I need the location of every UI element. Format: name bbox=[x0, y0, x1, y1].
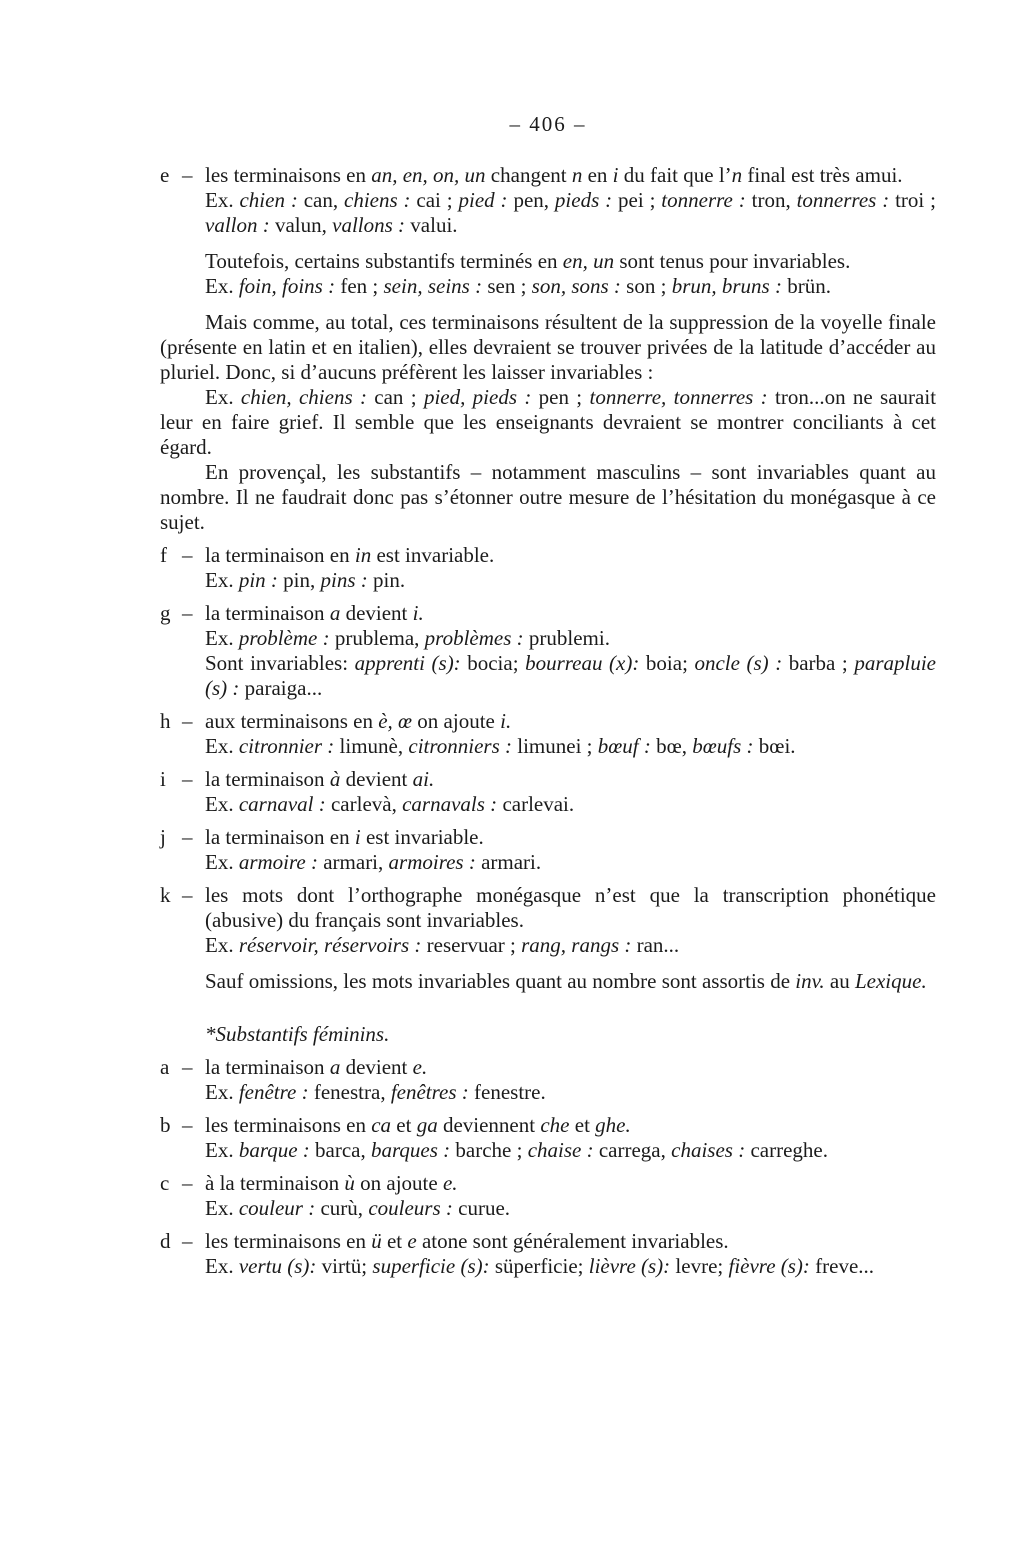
list-item-a bbox=[160, 1055, 936, 1105]
text-run-italic: in bbox=[354, 543, 372, 567]
item-paragraph bbox=[205, 1229, 936, 1254]
item-letter: g bbox=[160, 601, 171, 625]
paragraph bbox=[160, 274, 936, 299]
item-body bbox=[205, 1113, 936, 1163]
text-run-italic: brun, bruns : bbox=[671, 274, 782, 298]
item-paragraph bbox=[205, 709, 936, 734]
text-run-italic: n bbox=[731, 163, 743, 187]
item-letter: a bbox=[160, 1055, 170, 1079]
paragraph bbox=[160, 969, 936, 994]
text-run: prublema, bbox=[329, 626, 425, 650]
item-paragraph bbox=[205, 188, 936, 238]
text-run: Ex. bbox=[205, 933, 239, 957]
text-run: Ex. bbox=[205, 734, 239, 758]
text-run-italic: chien : bbox=[239, 188, 298, 212]
text-block bbox=[160, 112, 936, 1279]
text-run: can, bbox=[297, 188, 344, 212]
text-run: cai ; bbox=[410, 188, 459, 212]
text-run-italic: problème : bbox=[238, 626, 330, 650]
text-run: devient bbox=[340, 767, 413, 791]
text-run-italic: bourreau (x): bbox=[525, 651, 640, 675]
text-run: En provençal, les substantifs – notamment masculins – sont invariables quant au nombre. Il ne faudrait donc pas s’étonner outre mesure de l’hésitation du monégasque à ce sujet. bbox=[160, 460, 936, 534]
item-paragraph bbox=[205, 1080, 936, 1105]
text-run-italic: pins : bbox=[320, 568, 368, 592]
item-body bbox=[205, 1055, 936, 1105]
text-run-italic: à bbox=[329, 767, 341, 791]
text-run-italic: inv. bbox=[795, 969, 825, 993]
text-run: Mais comme, au total, ces terminaisons résultent de la suppression de la voyelle finale (présente en latin et en italien), elles devraient se trouver privées de la latitude d’accéder au pluriel. Donc, si d’aucuns préfèrent les laisser invariables : bbox=[160, 310, 936, 384]
item-paragraph bbox=[205, 1196, 936, 1221]
text-run-italic: oncle (s) : bbox=[694, 651, 783, 675]
text-run: tron, bbox=[745, 188, 797, 212]
item-paragraph bbox=[205, 883, 936, 933]
text-run-italic: an, en, on, un bbox=[371, 163, 486, 187]
item-paragraph bbox=[205, 792, 936, 817]
text-run-italic: superficie (s): bbox=[372, 1254, 490, 1278]
text-run: limunè, bbox=[334, 734, 409, 758]
item-letter: h bbox=[160, 709, 171, 733]
item-letter: c bbox=[160, 1171, 170, 1195]
text-run-italic: foin, foins : bbox=[238, 274, 336, 298]
item-paragraph bbox=[205, 568, 936, 593]
paragraph bbox=[160, 310, 936, 385]
item-marker bbox=[160, 709, 205, 759]
text-run-italic: e bbox=[407, 1229, 417, 1253]
text-run: aux terminaisons en bbox=[205, 709, 379, 733]
paragraph-group bbox=[160, 969, 936, 994]
item-marker bbox=[160, 1171, 205, 1221]
text-run-italic: ù bbox=[344, 1171, 355, 1195]
text-run: pin, bbox=[277, 568, 321, 592]
text-run-italic: lièvre (s): bbox=[588, 1254, 671, 1278]
page-header bbox=[160, 112, 936, 137]
text-run: fen ; bbox=[335, 274, 384, 298]
text-run-italic: barque : bbox=[238, 1138, 310, 1162]
text-run: en bbox=[582, 163, 613, 187]
text-run-italic: carnavals : bbox=[402, 792, 498, 816]
text-run: sont tenus pour invariables. bbox=[614, 249, 851, 273]
item-letter: e bbox=[160, 163, 170, 187]
text-run: Ex. bbox=[205, 1196, 239, 1220]
text-run: les mots dont l’orthographe monégasque n’est que la transcription phonétique (abusive) du français sont invariables. bbox=[205, 883, 936, 932]
text-run: la terminaison en bbox=[205, 543, 355, 567]
text-run: on ajoute bbox=[412, 709, 501, 733]
text-run-italic: couleurs : bbox=[368, 1196, 453, 1220]
item-dash: – bbox=[182, 543, 193, 567]
item-body bbox=[205, 1171, 936, 1221]
text-run: Ex. bbox=[205, 1080, 239, 1104]
text-run: carlevai. bbox=[497, 792, 575, 816]
text-run-italic: réservoir, réservoirs : bbox=[238, 933, 422, 957]
paragraph-group bbox=[160, 249, 936, 299]
item-paragraph bbox=[205, 601, 936, 626]
item-marker bbox=[160, 543, 205, 593]
text-run-italic: i bbox=[354, 825, 361, 849]
item-dash: – bbox=[182, 1171, 193, 1195]
list-item-f bbox=[160, 543, 936, 593]
page-number: – 406 – bbox=[509, 112, 587, 136]
text-run-italic: barques : bbox=[371, 1138, 451, 1162]
text-run: boia; bbox=[639, 651, 695, 675]
text-run: pen ; bbox=[531, 385, 590, 409]
text-run: valui. bbox=[405, 213, 458, 237]
item-dash: – bbox=[182, 767, 193, 791]
text-run: est invariable. bbox=[360, 825, 484, 849]
text-run: du fait que l’ bbox=[618, 163, 732, 187]
text-run: carrega, bbox=[593, 1138, 672, 1162]
text-run: les terminaisons en bbox=[205, 1113, 372, 1137]
text-run-italic: a bbox=[329, 601, 341, 625]
paragraph bbox=[160, 460, 936, 535]
list-item-c bbox=[160, 1171, 936, 1221]
list-item-h bbox=[160, 709, 936, 759]
item-body bbox=[205, 767, 936, 817]
list-item-i bbox=[160, 767, 936, 817]
paragraph bbox=[160, 385, 936, 460]
text-run: freve... bbox=[809, 1254, 875, 1278]
text-run: et bbox=[569, 1113, 596, 1137]
text-run: pei ; bbox=[612, 188, 662, 212]
text-run-italic: bœuf : bbox=[597, 734, 651, 758]
text-run: à la terminaison bbox=[205, 1171, 345, 1195]
text-run-italic: vallons : bbox=[332, 213, 406, 237]
text-run: Sont invariables: bbox=[205, 651, 355, 675]
item-dash: – bbox=[182, 883, 193, 907]
text-run-italic: tonnerres : bbox=[796, 188, 890, 212]
text-run-italic: pied : bbox=[458, 188, 508, 212]
item-paragraph bbox=[205, 1055, 936, 1080]
text-run: Ex. bbox=[205, 385, 241, 409]
text-run: can ; bbox=[366, 385, 424, 409]
text-run-italic: vallon : bbox=[205, 213, 270, 237]
text-run: reservuar ; bbox=[421, 933, 522, 957]
text-run-italic: pieds : bbox=[554, 188, 613, 212]
text-run-italic: è, œ bbox=[378, 709, 413, 733]
text-run-italic: pin : bbox=[238, 568, 278, 592]
text-run-italic: e. bbox=[412, 1055, 428, 1079]
text-run: curue. bbox=[452, 1196, 511, 1220]
text-run: devient bbox=[340, 601, 413, 625]
text-run-italic: apprenti (s): bbox=[354, 651, 461, 675]
text-run-italic: *Substantifs féminins. bbox=[205, 1022, 390, 1046]
text-run: sen ; bbox=[482, 274, 532, 298]
text-run-italic: rang, rangs : bbox=[521, 933, 632, 957]
item-letter: i bbox=[160, 767, 166, 791]
text-run: la terminaison bbox=[205, 601, 330, 625]
item-marker bbox=[160, 767, 205, 817]
text-run: limunei ; bbox=[512, 734, 598, 758]
list-item-j bbox=[160, 825, 936, 875]
item-dash: – bbox=[182, 825, 193, 849]
text-run-italic: ghe. bbox=[595, 1113, 631, 1137]
text-run: tron...on ne saurait leur en faire grief. Il semble que les enseignants devraient se montrer conciliants à cet égard. bbox=[160, 385, 937, 459]
text-run-italic: ga bbox=[416, 1113, 438, 1137]
text-run: brün. bbox=[781, 274, 831, 298]
text-run-italic: couleur : bbox=[238, 1196, 316, 1220]
text-run-italic: parapluie (s) : bbox=[205, 651, 936, 700]
text-run: Toutefois, certains substantifs terminés en bbox=[205, 249, 563, 273]
item-dash: – bbox=[182, 709, 193, 733]
paragraph bbox=[160, 249, 936, 274]
text-run-italic: sein, seins : bbox=[383, 274, 483, 298]
list-item-e bbox=[160, 163, 936, 238]
text-run-italic: e. bbox=[442, 1171, 458, 1195]
item-letter: k bbox=[160, 883, 171, 907]
text-run: devient bbox=[340, 1055, 413, 1079]
item-paragraph bbox=[205, 1113, 936, 1138]
text-run-italic: fenêtres : bbox=[390, 1080, 469, 1104]
text-run: Ex. bbox=[205, 188, 240, 212]
text-run-italic: a bbox=[329, 1055, 341, 1079]
text-run: pen, bbox=[507, 188, 555, 212]
text-run-italic: i. bbox=[500, 709, 512, 733]
item-marker bbox=[160, 825, 205, 875]
text-run-italic: problèmes : bbox=[424, 626, 524, 650]
item-paragraph bbox=[205, 1138, 936, 1163]
text-run-italic: pied, pieds : bbox=[423, 385, 532, 409]
text-run-italic: bœufs : bbox=[692, 734, 754, 758]
text-run-italic: citronniers : bbox=[408, 734, 513, 758]
text-run: la terminaison bbox=[205, 1055, 330, 1079]
text-run: virtü; bbox=[316, 1254, 373, 1278]
item-body bbox=[205, 601, 936, 701]
text-run-italic: carnaval : bbox=[238, 792, 326, 816]
item-dash: – bbox=[182, 163, 193, 187]
item-dash: – bbox=[182, 1055, 193, 1079]
text-run: les terminaisons en bbox=[205, 1229, 372, 1253]
item-dash: – bbox=[182, 1229, 193, 1253]
text-run: levre; bbox=[670, 1254, 729, 1278]
item-paragraph bbox=[205, 933, 936, 958]
item-body bbox=[205, 825, 936, 875]
text-run: bocia; bbox=[460, 651, 526, 675]
text-run: Ex. bbox=[205, 1138, 239, 1162]
text-run: valun, bbox=[269, 213, 333, 237]
item-paragraph bbox=[205, 543, 936, 568]
item-marker bbox=[160, 1229, 205, 1279]
text-run: armari, bbox=[317, 850, 389, 874]
text-run: curù, bbox=[315, 1196, 369, 1220]
item-body bbox=[205, 709, 936, 759]
text-run: est invariable. bbox=[371, 543, 495, 567]
item-paragraph bbox=[205, 767, 936, 792]
text-run-italic: vertu (s): bbox=[238, 1254, 317, 1278]
text-run: pin. bbox=[367, 568, 406, 592]
text-run: carlevà, bbox=[325, 792, 403, 816]
text-run: atone sont généralement invariables. bbox=[416, 1229, 729, 1253]
text-run-italic: en, un bbox=[562, 249, 615, 273]
text-run: Sauf omissions, les mots invariables quant au nombre sont assortis de bbox=[205, 969, 796, 993]
text-run: les terminaisons en bbox=[205, 163, 372, 187]
text-run-italic: chaise : bbox=[527, 1138, 594, 1162]
item-body bbox=[205, 163, 936, 238]
item-paragraph bbox=[205, 651, 936, 701]
text-run: au bbox=[824, 969, 855, 993]
text-run-italic: chiens : bbox=[344, 188, 411, 212]
text-run-italic: fièvre (s): bbox=[728, 1254, 810, 1278]
item-letter: d bbox=[160, 1229, 171, 1253]
list-item-k bbox=[160, 883, 936, 958]
item-paragraph bbox=[205, 163, 936, 188]
item-paragraph bbox=[205, 1171, 936, 1196]
text-run: Ex. bbox=[205, 626, 239, 650]
item-dash: – bbox=[182, 1113, 193, 1137]
text-run-italic: che bbox=[540, 1113, 570, 1137]
text-run: bœ, bbox=[650, 734, 693, 758]
item-body bbox=[205, 1229, 936, 1279]
section-heading bbox=[160, 1022, 936, 1047]
text-run: Ex. bbox=[205, 568, 239, 592]
item-marker bbox=[160, 1113, 205, 1163]
text-run-italic: citronnier : bbox=[238, 734, 335, 758]
text-run: et bbox=[381, 1229, 408, 1253]
text-run-italic: tonnerre, tonnerres : bbox=[589, 385, 768, 409]
list-item-g bbox=[160, 601, 936, 701]
paragraph-group bbox=[160, 310, 936, 535]
text-run: Ex. bbox=[205, 274, 239, 298]
text-run: ran... bbox=[631, 933, 680, 957]
text-run: la terminaison bbox=[205, 767, 330, 791]
text-run: barche ; bbox=[450, 1138, 528, 1162]
item-paragraph bbox=[205, 626, 936, 651]
text-run-italic: chaises : bbox=[671, 1138, 746, 1162]
item-paragraph bbox=[205, 825, 936, 850]
text-run-italic: n bbox=[571, 163, 583, 187]
text-run: bœi. bbox=[753, 734, 796, 758]
item-letter: b bbox=[160, 1113, 171, 1137]
item-marker bbox=[160, 601, 205, 701]
text-run: barca, bbox=[309, 1138, 372, 1162]
text-run: barba ; bbox=[782, 651, 855, 675]
text-run: changent bbox=[485, 163, 572, 187]
text-run-italic: ai. bbox=[412, 767, 435, 791]
text-run: final est très amui. bbox=[742, 163, 903, 187]
text-run: carreghe. bbox=[745, 1138, 828, 1162]
text-run-italic: armoire : bbox=[238, 850, 318, 874]
text-run: paraiga... bbox=[239, 676, 323, 700]
text-run-italic: tonnerre : bbox=[661, 188, 746, 212]
text-run-italic: Lexique. bbox=[854, 969, 927, 993]
text-run: prublemi. bbox=[523, 626, 610, 650]
text-run: on ajoute bbox=[354, 1171, 443, 1195]
text-run: la terminaison en bbox=[205, 825, 355, 849]
text-run-italic: armoires : bbox=[388, 850, 476, 874]
list-item-d bbox=[160, 1229, 936, 1279]
content-blocks bbox=[160, 163, 936, 1279]
item-dash: – bbox=[182, 601, 193, 625]
text-run: armari. bbox=[475, 850, 542, 874]
item-marker bbox=[160, 163, 205, 238]
item-paragraph bbox=[205, 734, 936, 759]
text-run: et bbox=[391, 1113, 417, 1137]
item-letter: j bbox=[160, 825, 166, 849]
item-paragraph bbox=[205, 1254, 936, 1279]
text-run: Ex. bbox=[205, 1254, 239, 1278]
text-run-italic: son, sons : bbox=[531, 274, 621, 298]
text-run-italic: ca bbox=[371, 1113, 392, 1137]
text-run-italic: i bbox=[612, 163, 619, 187]
text-run: süperficie; bbox=[489, 1254, 589, 1278]
text-run: son ; bbox=[620, 274, 672, 298]
text-run-italic: ü bbox=[371, 1229, 382, 1253]
item-body bbox=[205, 883, 936, 958]
item-letter: f bbox=[160, 543, 167, 567]
item-paragraph bbox=[205, 850, 936, 875]
item-marker bbox=[160, 1055, 205, 1105]
text-run: deviennent bbox=[437, 1113, 541, 1137]
item-body bbox=[205, 543, 936, 593]
text-run: fenestra, bbox=[308, 1080, 391, 1104]
list-item-b bbox=[160, 1113, 936, 1163]
text-run: troi ; bbox=[889, 188, 936, 212]
text-run-italic: i. bbox=[412, 601, 424, 625]
text-run: Ex. bbox=[205, 792, 239, 816]
text-run: Ex. bbox=[205, 850, 239, 874]
text-run-italic: chien, chiens : bbox=[240, 385, 367, 409]
text-run: fenestre. bbox=[468, 1080, 546, 1104]
text-run-italic: fenêtre : bbox=[238, 1080, 309, 1104]
item-marker bbox=[160, 883, 205, 958]
